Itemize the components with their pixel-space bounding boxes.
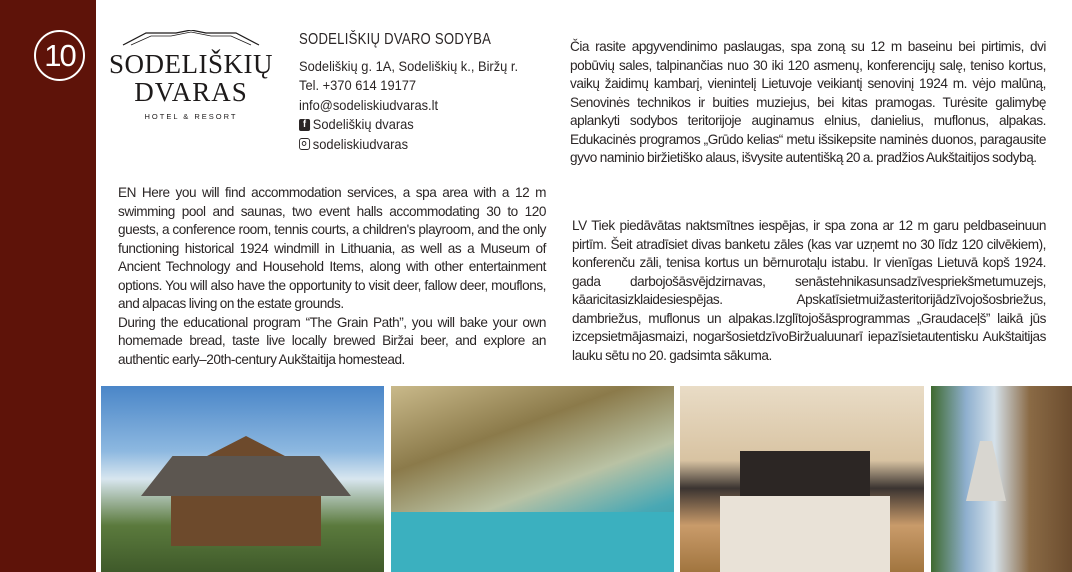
english-description	[118, 184, 546, 369]
hotel-logo	[106, 30, 276, 121]
phone[interactable]: Tel. +370 614 19177	[299, 77, 417, 93]
en-paragraph-1: EN Here you will find accommodation services, a spa area with a 12 m swimming pool and saunas, two event halls accommodating 30 to 120 guests, a conference room, tennis courts, a children's playroom, and the only functioning historical 1924 windmill in Lithuania, as well as a Museum of Ancient Technology and Household Items, along with other entertainment options. You will also have the opportunity to visit deer, fallow deer, mouflons, and alpacas living on the estate grounds.	[118, 185, 546, 311]
lithuanian-description: Čia rasite apgyvendinimo paslaugas, spa zoną su 12 m baseinu bei pirtimis, dvi pobūvių sales, talpinančias nuo 30 iki 120 asmenų, konferencijų salę, teniso kortus, vaikų žaidimų kambarį, vienintelį Lietuvoje veikiantį senovinį 1924 m. vėjo malūną, Senovinės technikos ir buities muziejus, bei kitas pramogas. Turėsite galimybę aplankyti sodybos teritorijoje auginamus elnius, danielius, muflonus, alpakas. Edukacinės programos „Grūdo kelias“ metu išsikepsite naminės duonos, paragausite gyvo naminio biržietiško alaus, išvysite autentišką 20 a. pradžios Aukštaitijos sodybą.	[570, 39, 1046, 165]
facebook-icon: f	[299, 119, 310, 131]
logo-line2: DVARAS	[134, 77, 248, 107]
latvian-description: LV Tiek piedāvātas naktsmītnes iespējas, ir spa zona ar 12 m garu peldbaseinuun pirtīm. Šeit atradīsiet divas banketu zāles (kas var uzņemt no 30 līdz 120 cilvēkiem), konferenču zāli, tenisa kortus un bērnurotaļu istabu. Ir vienīgas Lietuvā kopš 1924. gada darbojošāsvējdzirnavas, senāstehnikasunsadzīvespriekšmetumuzejs, kāaricitasizklaidesiespējas. Apskatīsietmuižasteritorijādzīvojošosbriežus, dambriežus, muflonus un alpakas.Izglītojošāsprogrammas „Graudaceļš” laikā jūs izcepsietmājasmaizi, nogaršosietdzīvoBiržualuunarī iepazīsietautentisku Aukštaitijas lauku sētu no 20. gadsimta sākuma.	[572, 218, 1046, 363]
photo-manor-house	[101, 386, 384, 572]
logo-tagline: HOTEL & RESORT	[144, 112, 238, 121]
contact-block	[299, 30, 537, 154]
roof-icon	[121, 30, 261, 46]
sidebar-band	[0, 0, 96, 572]
page-number-badge: 10	[34, 30, 85, 81]
photo-hotel-room	[680, 386, 924, 572]
instagram-label: sodeliskiudvaras	[312, 135, 409, 152]
instagram-icon	[299, 138, 310, 150]
facebook-link[interactable]	[299, 115, 518, 135]
venue-title: SODELIŠKIŲ DVARO SODYBA	[299, 31, 492, 48]
email-link[interactable]: info@sodeliskiudvaras.lt	[299, 96, 439, 113]
instagram-link[interactable]	[299, 135, 518, 155]
photo-windmill	[931, 386, 1072, 572]
logo-line1: SODELIŠKIŲ	[109, 49, 273, 79]
address: Sodeliškių g. 1A, Sodeliškių k., Biržų r.	[299, 57, 519, 74]
en-paragraph-2: During the educational program “The Grain Path”, you will bake your own homemade bread, taste live locally brewed Biržai beer, and explore an authentic early–20th-century Aukštaitija homestead.	[118, 314, 546, 367]
facebook-label: Sodeliškių dvaras	[312, 116, 414, 132]
photo-spa-pool	[391, 386, 674, 572]
